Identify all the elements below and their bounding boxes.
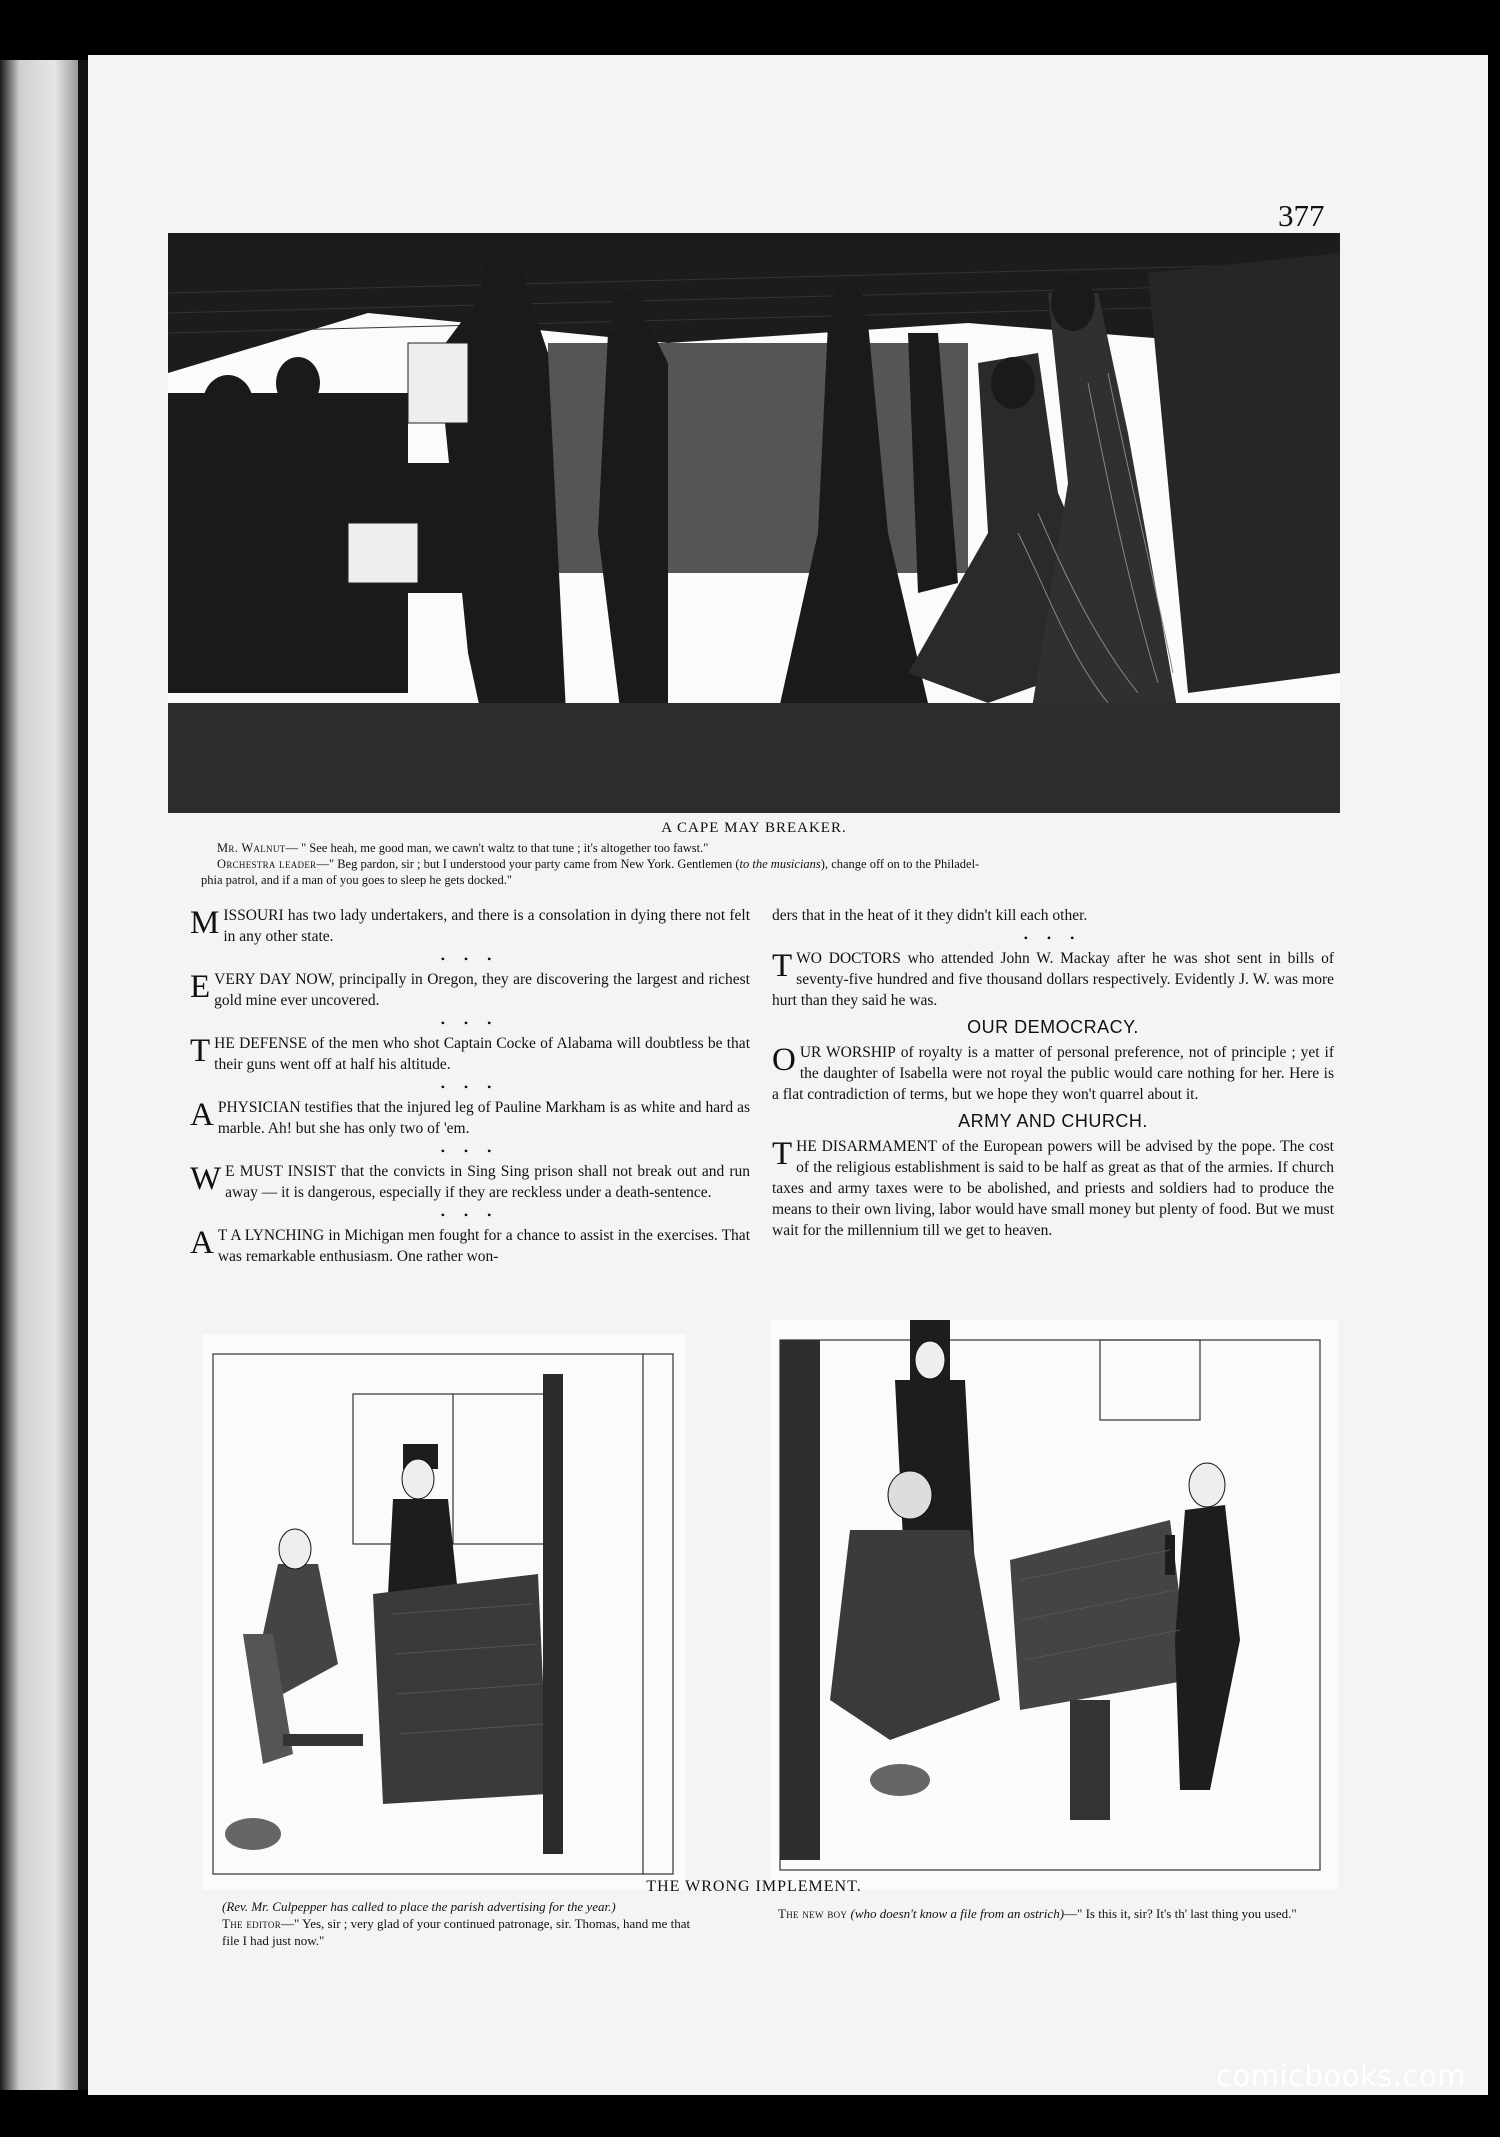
caption-line-orchestra bbox=[217, 856, 1337, 872]
paragraph-disarmament bbox=[772, 1136, 1334, 1241]
orchestra-quote-b: ), change off on to the Philadel- bbox=[820, 857, 980, 871]
editor-line bbox=[222, 1915, 692, 1949]
speaker-editor: The editor bbox=[222, 1916, 282, 1931]
paragraph-missouri bbox=[190, 905, 750, 947]
top-caption-dialogue bbox=[201, 840, 1337, 888]
section-heading-democracy: OUR DEMOCRACY. bbox=[967, 1017, 1139, 1037]
separator: • • • bbox=[440, 952, 500, 966]
lead-words: HE DEFENSE bbox=[214, 1035, 308, 1052]
lead-words: WO DOCTORS bbox=[796, 950, 901, 967]
left-column bbox=[190, 905, 750, 1271]
paragraph-gold-mine bbox=[190, 969, 750, 1011]
lead-words: E MUST INSIST bbox=[225, 1163, 336, 1180]
new-boy-aside: (who doesn't know a file from an ostrich) bbox=[850, 1906, 1065, 1921]
lead-words: PHYSICIAN bbox=[217, 1099, 301, 1116]
new-boy-line bbox=[778, 1905, 1338, 1922]
drop-cap: T bbox=[772, 1136, 793, 1172]
lead-words: UR WORSHIP bbox=[799, 1044, 896, 1061]
paragraph-text: testifies that the injured leg of Pauline Markham is as white and hard as marble. Ah! but she has only two of 'em. bbox=[217, 1099, 750, 1137]
lead-words: HE DISARMAMENT bbox=[796, 1138, 938, 1155]
lead-words: T A LYNCHING bbox=[217, 1227, 325, 1244]
right-column bbox=[772, 905, 1334, 1245]
walnut-quote: — " See heah, me good man, we cawn't waltz to that tune ; it's altogether too fawst." bbox=[285, 841, 709, 855]
paragraph-text: who attended John W. Mackay after he was shot sent in bills of seventy-five hundred and five thousand dollars respectively. Evidently J. W. was more hurt than they said he was. bbox=[772, 950, 1334, 1009]
orchestra-quote-a: —" Beg pardon, sir ; but I understood your party came from New York. Gentlemen ( bbox=[316, 857, 740, 871]
new-boy-office-illustration bbox=[770, 1320, 1338, 1890]
continued-text: ders that in the heat of it they didn't kill each other. bbox=[772, 907, 1088, 924]
paragraph-text: of royalty is a matter of personal preference, not of principle ; yet if the daughter of Isabella were not royal the public would care nothing for her. Here is a flat contradiction of terms, but we hope they won't quarrel about it. bbox=[772, 1044, 1334, 1103]
section-heading-army-church: ARMY AND CHURCH. bbox=[958, 1111, 1148, 1131]
paragraph-text: principally in Oregon, they are discovering the largest and richest gold mine ever uncovered. bbox=[214, 971, 750, 1009]
bottom-caption-title: THE WRONG IMPLEMENT. bbox=[646, 1878, 862, 1895]
orchestra-quote-c: phia patrol, and if a man of you goes to sleep he gets docked." bbox=[201, 873, 512, 887]
caption-line-walnut bbox=[217, 840, 1337, 856]
paragraph-text: of the European powers will be advised by the pope. The cost of the religious establishment is said to be half as great as that of the armies. If church taxes and army taxes were to be abolished, and priests and soldiers had to produce the means to their own living, labor would have small money but plenty of food. But we must wait for the millennium till we get to heaven. bbox=[772, 1138, 1334, 1239]
facing-page-edge bbox=[0, 60, 78, 2090]
bottom-left-caption bbox=[222, 1898, 692, 1949]
speaker-walnut: Mr. Walnut bbox=[217, 841, 286, 855]
editor-office-illustration bbox=[203, 1334, 685, 1890]
drop-cap: T bbox=[190, 1033, 211, 1069]
bottom-right-caption bbox=[778, 1905, 1338, 1922]
new-boy-quote: —" Is this it, sir? It's th' last thing you used." bbox=[1064, 1906, 1297, 1921]
speaker-orchestra-leader: Orchestra leader bbox=[217, 857, 317, 871]
paragraph-text: in Michigan men fought for a chance to assist in the exercises. That was remarkable enthusiasm. One rather won- bbox=[217, 1227, 750, 1265]
drop-cap: E bbox=[190, 969, 211, 1005]
lead-words: VERY DAY NOW, bbox=[214, 971, 335, 988]
drop-cap: A bbox=[190, 1097, 214, 1133]
paragraph-physician bbox=[190, 1097, 750, 1139]
separator: • • • bbox=[440, 1016, 500, 1030]
separator: • • • bbox=[440, 1144, 500, 1158]
paragraph-lynching bbox=[190, 1225, 750, 1267]
cape-may-ballroom-illustration bbox=[168, 233, 1340, 813]
page-number: 377 bbox=[1278, 198, 1325, 233]
paragraph-text: that the convicts in Sing Sing prison shall not break out and run away — it is dangerous, especially if they are reckless under a death-sentence. bbox=[225, 1163, 750, 1201]
orchestra-quote-italic: to the musicians bbox=[739, 857, 821, 871]
paragraph-text: has two lady undertakers, and there is a consolation in dying there not felt in any other state. bbox=[223, 907, 750, 945]
paragraph-text: of the men who shot Captain Cocke of Alabama will doubtless be that their guns went off at half his altitude. bbox=[214, 1035, 750, 1073]
editor-quote: —" Yes, sir ; very glad of your continued patronage, sir. Thomas, hand me that file I had just now." bbox=[222, 1916, 691, 1948]
speaker-new-boy: The new boy bbox=[778, 1906, 848, 1921]
caption-line-continued bbox=[201, 872, 1337, 888]
paragraph-defense bbox=[190, 1033, 750, 1075]
drop-cap: A bbox=[190, 1225, 214, 1261]
drop-cap: M bbox=[190, 905, 220, 941]
paragraph-sing-sing bbox=[190, 1161, 750, 1203]
drop-cap: O bbox=[772, 1042, 796, 1078]
parish-note: (Rev. Mr. Culpepper has called to place the parish advertising for the year.) bbox=[222, 1899, 616, 1914]
separator: • • • bbox=[440, 1080, 500, 1094]
drop-cap: T bbox=[772, 948, 793, 984]
top-caption-title: A CAPE MAY BREAKER. bbox=[661, 820, 847, 836]
separator: • • • bbox=[1023, 931, 1083, 945]
paragraph-royalty bbox=[772, 1042, 1334, 1105]
lead-words: ISSOURI bbox=[223, 907, 284, 924]
separator: • • • bbox=[440, 1208, 500, 1222]
site-watermark: comicbooks.com bbox=[1216, 2059, 1466, 2093]
paragraph-doctors bbox=[772, 948, 1334, 1011]
drop-cap: W bbox=[190, 1161, 222, 1197]
